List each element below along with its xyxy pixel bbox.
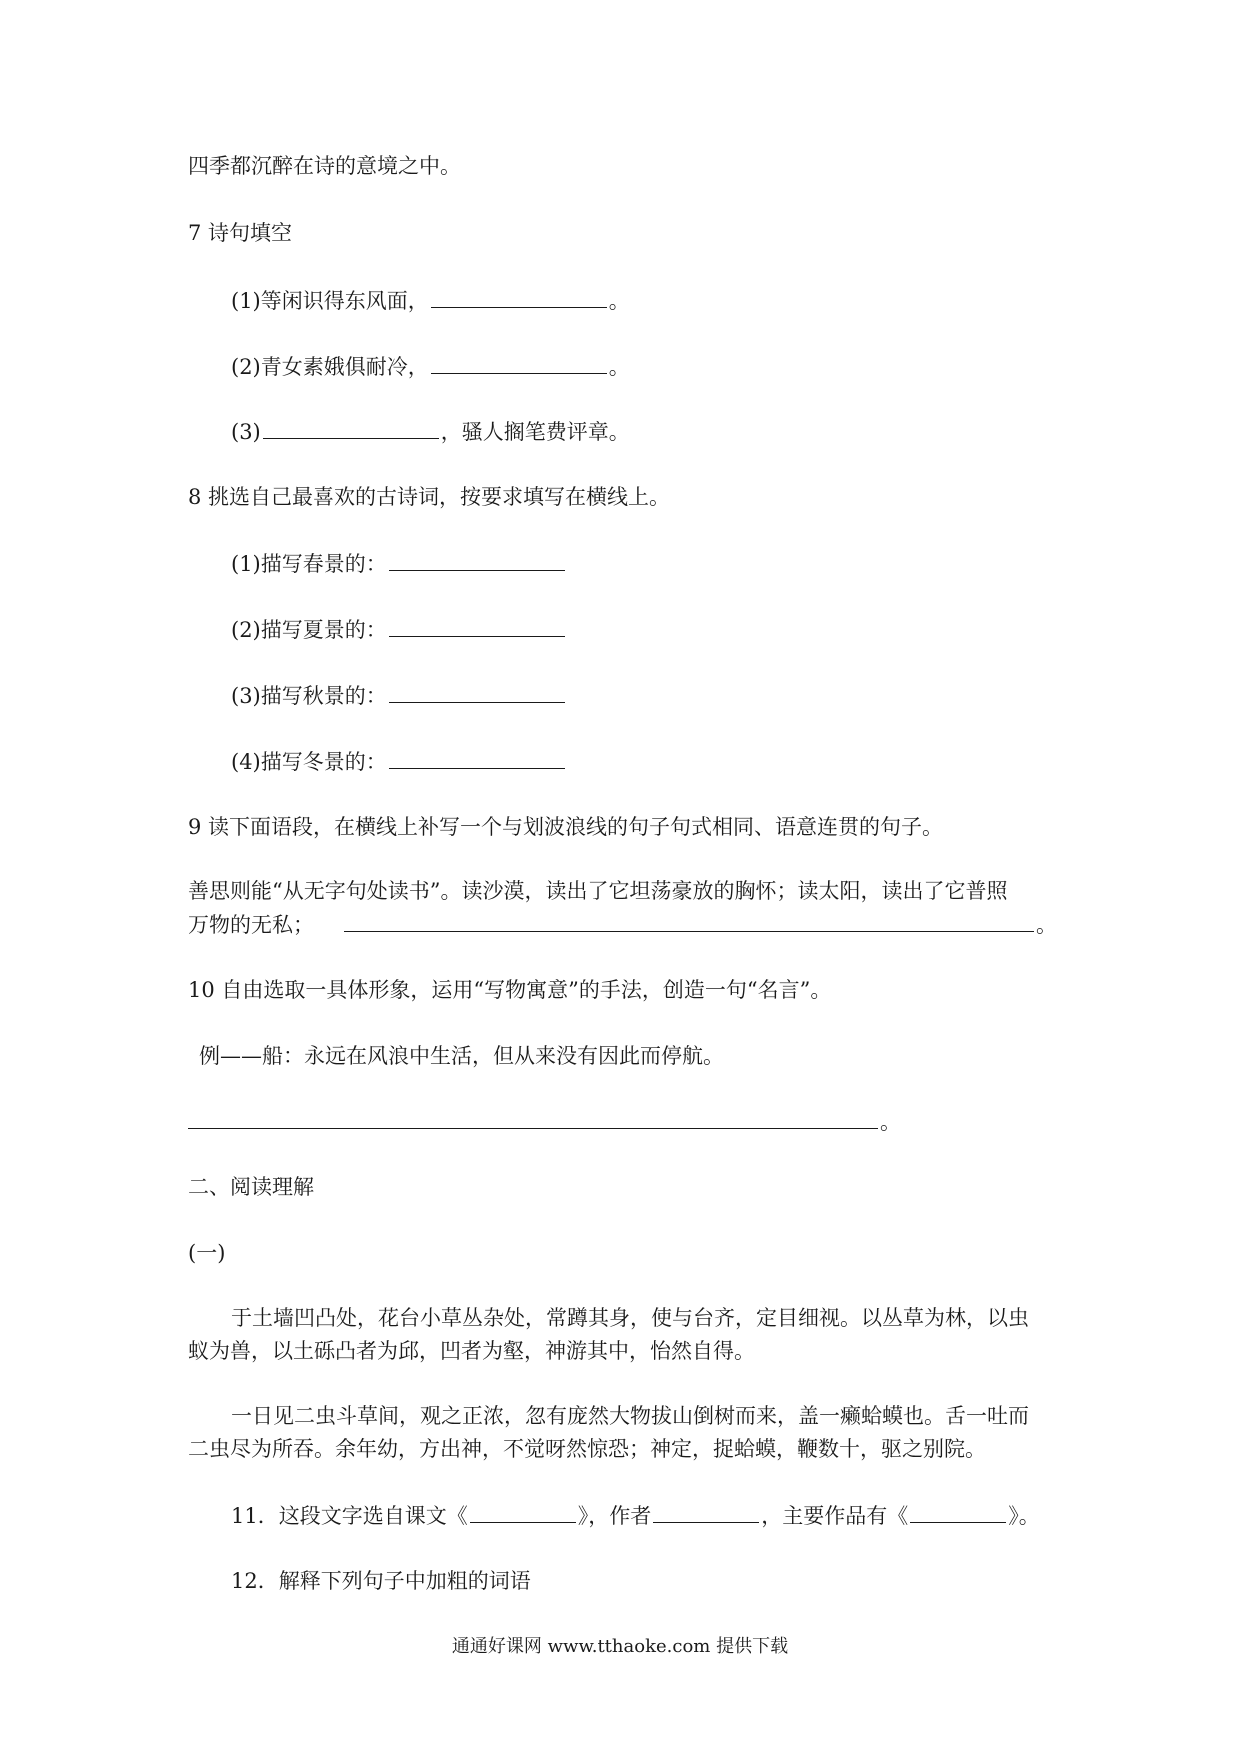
page-footer: 通通好课网 www.tthaoke.com 提供下载 <box>451 1636 789 1657</box>
prompt-text: (3)描写秋景的： <box>231 684 387 708</box>
question-10: 10 自由选取一具体形象，运用“写物寓意”的手法，创造一句“名言”。 <box>188 978 832 1002</box>
punctuation: 。 <box>608 355 630 379</box>
answer-blank[interactable] <box>910 1500 1006 1523</box>
answer-line <box>188 1106 901 1137</box>
paragraph-line: 蚁为兽，以土砾凸者为邱，凹者为壑，神游其中，怡然自得。 <box>188 1339 755 1363</box>
answer-blank[interactable] <box>389 746 565 769</box>
answer-blank[interactable] <box>389 548 565 571</box>
prompt-text: 万物的无私； <box>188 913 314 937</box>
question-8-4 <box>231 746 567 777</box>
question-8-2 <box>231 614 567 645</box>
punctuation: 。 <box>1036 913 1057 937</box>
prompt-text: (2)青女素娥俱耐冷， <box>231 355 429 379</box>
prompt-text: 11．这段文字选自课文《 <box>231 1504 468 1528</box>
question-7-3 <box>231 416 630 447</box>
answer-blank[interactable] <box>188 1106 878 1129</box>
prompt-text: (2)描写夏景的： <box>231 618 387 642</box>
answer-blank[interactable] <box>431 285 607 308</box>
paragraph-line: 一日见二虫斗草间，观之正浓，忽有庞然大物拔山倒树而来，盖一癞蛤蟆也。舌一吐而 <box>231 1404 1029 1428</box>
answer-blank[interactable] <box>389 614 565 637</box>
punctuation: 。 <box>880 1110 901 1134</box>
prompt-text: 》。 <box>1008 1504 1040 1528</box>
prompt-text: (1)描写春景的： <box>231 552 387 576</box>
answer-blank[interactable] <box>344 909 1034 932</box>
example-line: 例——船：永远在风浪中生活，但从来没有因此而停航。 <box>199 1044 724 1068</box>
question-8-3 <box>231 680 567 711</box>
prompt-text: 》，作者 <box>577 1504 652 1528</box>
punctuation: 。 <box>608 289 630 313</box>
prompt-text: ，骚人搁笔费评章。 <box>440 420 630 444</box>
paragraph-line: 二虫尽为所吞。余年幼，方出神，不觉呀然惊恐；神定，捉蛤蟆，鞭数十，驱之别院。 <box>188 1437 986 1461</box>
question-8: 8 挑选自己最喜欢的古诗词，按要求填写在横线上。 <box>188 485 671 509</box>
answer-blank[interactable] <box>470 1500 576 1523</box>
prompt-text: (1)等闲识得东风面， <box>231 289 429 313</box>
question-12: 12．解释下列句子中加粗的词语 <box>231 1569 531 1593</box>
answer-blank[interactable] <box>389 680 565 703</box>
answer-blank[interactable] <box>653 1500 759 1523</box>
paragraph-line: 善思则能“从无字句处读书”。读沙漠，读出了它坦荡豪放的胸怀；读太阳，读出了它普照 <box>188 879 1008 903</box>
prompt-text: (4)描写冬景的： <box>231 750 387 774</box>
question-9: 9 读下面语段，在横线上补写一个与划波浪线的句子句式相同、语意连贯的句子。 <box>188 815 944 839</box>
question-7: 7 诗句填空 <box>188 221 293 245</box>
question-7-1 <box>231 285 630 316</box>
answer-blank[interactable] <box>263 416 439 439</box>
paragraph-line <box>188 909 1057 940</box>
prompt-text: (3) <box>231 420 261 444</box>
question-7-2 <box>231 351 630 382</box>
part-label: (一) <box>188 1241 226 1265</box>
section-heading: 二、阅读理解 <box>188 1175 314 1199</box>
text-line: 四季都沉醉在诗的意境之中。 <box>188 154 461 178</box>
question-8-1 <box>231 548 567 579</box>
answer-blank[interactable] <box>431 351 607 374</box>
prompt-text: ，主要作品有《 <box>761 1504 909 1528</box>
paragraph-line: 于土墙凹凸处，花台小草丛杂处，常蹲其身，使与台齐，定目细视。以丛草为林，以虫 <box>231 1306 1029 1330</box>
question-11 <box>231 1500 1040 1531</box>
